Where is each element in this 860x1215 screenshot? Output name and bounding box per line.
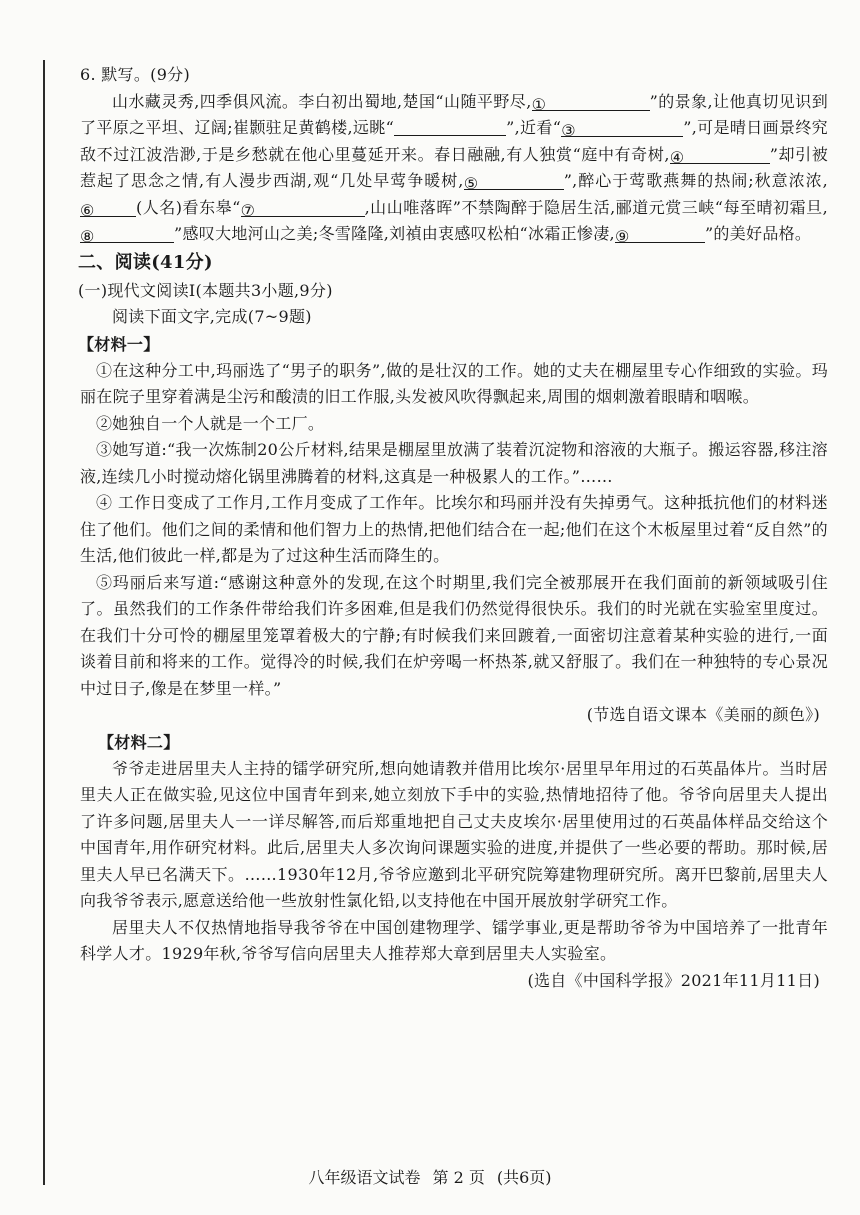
material-1-paragraph: ②她独自一个人就是一个工厂。 — [96, 413, 325, 433]
material-1-label: 【材料一】 — [78, 334, 160, 354]
answer-blank-4[interactable]: ④ — [670, 145, 770, 164]
answer-blank-3[interactable]: ③ — [561, 118, 683, 137]
question-6 — [80, 62, 828, 248]
material-1-paragraph: ①在这种分工中,玛丽选了“男子的职务”,做的是壮汉的工作。她的丈夫在棚屋里专心作细致的实验。玛丽在院子里穿着满是尘污和酸渍的旧工作服,头发被风吹得飘起来,周围的烟刺激着眼睛和咽喉。 — [80, 360, 828, 406]
material-1-source: (节选自语文课本《美丽的颜色》) — [586, 705, 820, 724]
exam-page — [80, 62, 828, 994]
material-2-paragraph: 爷爷走进居里夫人主持的镭学研究所,想向她请教并借用比埃尔·居里早年用过的石英晶体片。当时居里夫人正在做实验,见这位中国青年到来,她立刻放下手中的实验,热情地招待了他。爷爷向居里夫人提出了许多问题,居里夫人一一详尽解答,而后郑重地把自己丈夫皮埃尔·居里使用过的石英晶体样品交给这个中国青年,用作研究材料。此后,居里夫人多次询问课题实验的进度,并提供了一些必要的帮助。那时候,居里夫人早已名满天下。……1930年12月,爷爷应邀到北平研究院筹建物理研究所。离开巴黎前,居里夫人向我爷爷表示,愿意送给他一些放射性氯化铅,以支持他在中国开展放射学研究工作。 — [80, 758, 828, 910]
answer-blank-5[interactable]: ⑤ — [464, 171, 564, 190]
answer-blank-2[interactable] — [394, 117, 506, 136]
material-2-source: (选自《中国科学报》2021年11月11日) — [527, 970, 820, 990]
question-6-body: 山水藏灵秀,四季俱风流。李白初出蜀地,楚国“山随平野尽,① ”的景象,让他真切见识到了平原之平坦、辽阔;崔颢驻足黄鹤楼,远眺“ ”,近看“③ ”,可是晴日画景终究敌不过江波浩渺,于是乡愁就在他心里蔓延开来。春日融融,有人独赏“庭中有奇树,④ ”却引被惹起了思念之情,有人漫步西湖,观“几处早莺争暖树,⑤ ”,醉心于莺歌燕舞的热闹;秋意浓浓,⑥ (人名)看东皋“⑦ ,山山唯落晖”不禁陶醉于隐居生活,郦道元赏三峡“每至晴初霜旦,⑧ ”感叹大地河山之美;冬雪隆隆,刘禎由衷感叹松柏“冰霜正惨凄,⑨ ”的美好品格。 — [80, 91, 828, 246]
answer-blank-1[interactable]: ① — [532, 92, 650, 111]
answer-blank-9[interactable]: ⑨ — [615, 224, 705, 243]
reading-instruction: 阅读下面文字,完成(7~9题) — [112, 307, 312, 326]
section-2-heading: 二、阅读(41分) — [78, 251, 213, 273]
question-6-title: 6. 默写。(9分) — [80, 65, 191, 84]
footer-total-pages: (共6页) — [496, 1168, 552, 1187]
material-1-paragraph: ③她写道:“我一次炼制20公斤材料,结果是棚屋里放满了装着沉淀物和溶液的大瓶子。搬运容器,移注溶液,连续几小时搅动熔化锅里沸腾着的材料,这真是一种极累人的工作。”…… — [80, 440, 828, 486]
material-1-paragraph: ④ 工作日变成了工作月,工作月变成了工作年。比埃尔和玛丽并没有失掉勇气。这种抵抗他们的材料迷住了他们。他们之间的柔情和他们智力上的热情,把他们结合在一起;他们在这个木板屋里过着“反自然”的生活,他们彼此一样,都是为了过这种生活而降生的。 — [80, 493, 828, 565]
answer-blank-8[interactable]: ⑧ — [80, 224, 174, 243]
footer-page-number: 第 2 页 — [432, 1168, 485, 1187]
subsection-heading: (一)现代文阅读Ⅰ(本题共3小题,9分) — [78, 280, 333, 300]
material-2-label: 【材料二】 — [98, 732, 180, 752]
answer-blank-6[interactable]: ⑥ — [80, 198, 136, 217]
binding-margin-line — [43, 60, 45, 1185]
material-2-paragraph: 居里夫人不仅热情地指导我爷爷在中国创建物理学、镭学事业,更是帮助爷爷为中国培养了一批青年科学人才。1929年秋,爷爷写信向居里夫人推荐郑大章到居里夫人实验室。 — [80, 917, 828, 963]
footer-subject: 八年级语文试卷 — [308, 1168, 421, 1187]
material-1-paragraph: ⑤玛丽后来写道:“感谢这种意外的发现,在这个时期里,我们完全被那展开在我们面前的新领域吸引住了。虽然我们的工作条件带给我们许多困难,但是我们仍然觉得很快乐。我们的时光就在实验室里度过。在我们十分可怜的棚屋里笼罩着极大的宁静;有时候我们来回踱着,一面密切注意着某种实验的进行,一面谈着目前和将来的工作。觉得冷的时候,我们在炉旁喝一杯热茶,就又舒服了。我们在一种独特的专心景况中过日子,像是在梦里一样。” — [80, 572, 828, 698]
page-footer — [0, 1165, 860, 1188]
answer-blank-7[interactable]: ⑦ — [241, 198, 365, 217]
